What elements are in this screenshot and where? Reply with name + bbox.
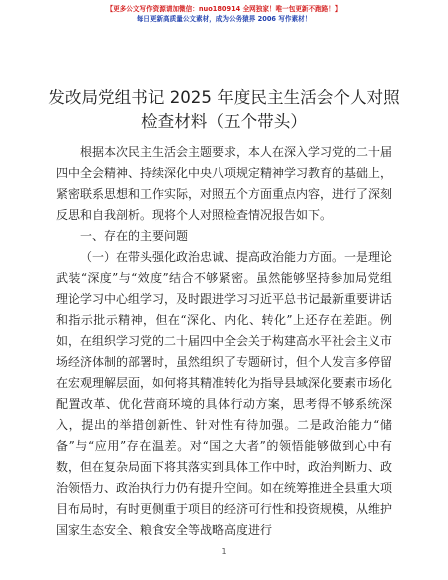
intro-paragraph: 根据本次民主生活会主题要求，本人在深入学习党的二十届四中全会精神、持续深化中央八项规定精神学习教育的基础上，紧密联系思想和工作实际，对照五个方面重点内容，进行了深刻反思和自我剖析。现将个人对照检查情况报告如下。 xyxy=(56,145,393,222)
document-title xyxy=(40,86,408,134)
document-body xyxy=(56,142,392,541)
body-paragraph: （一）在带头强化政治忠诚、提高政治能力方面。一是理论武装“深度”与“效度”结合不够紧密。虽然能够坚持参加局党组理论学习中心组学习，及时跟进学习习近平总书记最新重要讲话和指示批示精神，但在“深化、内化、转化”上还存在差距。例如，在组织学习党的二十届四中全会关于构建高水平社会主义市场经济体制的部署时，虽然组织了专题研讨，但个人发言多停留在宏观理解层面，如何将其精准转化为指导县域深化要素市场化配置改革、优化营商环境的具体行动方案，思考得不够系统深入，提出的举措创新性、针对性有待加强。二是政治能力“储备”与“应用”存在温差。对“国之大者”的领悟能够做到心中有数，但在复杂局面下将其落实到具体工作中时，政治判断力、政治领悟力、政治执行力仍有提升空间。如在统筹推进全县重大项目布局时，有时更侧重于项目的经济可行性和投资规模，从维护国家生态安全、粮食安全等战略高度进行 xyxy=(56,250,393,537)
page-number: 1 xyxy=(221,547,227,556)
banner-promo-line: 【更多公文写作资源请加微信：nuo180914 全网独家！唯一包更新不跑路！】 xyxy=(106,5,342,13)
section-heading: 一、存在的主要问题 xyxy=(80,229,189,243)
banner-subtitle-line: 每日更新高质量公文素材，成为公务猿界 2006 写作素材！ xyxy=(136,15,312,23)
title-line-1: 发改局党组书记 2025 年度民主生活会个人对照 xyxy=(48,88,400,107)
header-banner xyxy=(0,4,448,25)
title-line-2: 检查材料（五个带头） xyxy=(141,112,307,131)
